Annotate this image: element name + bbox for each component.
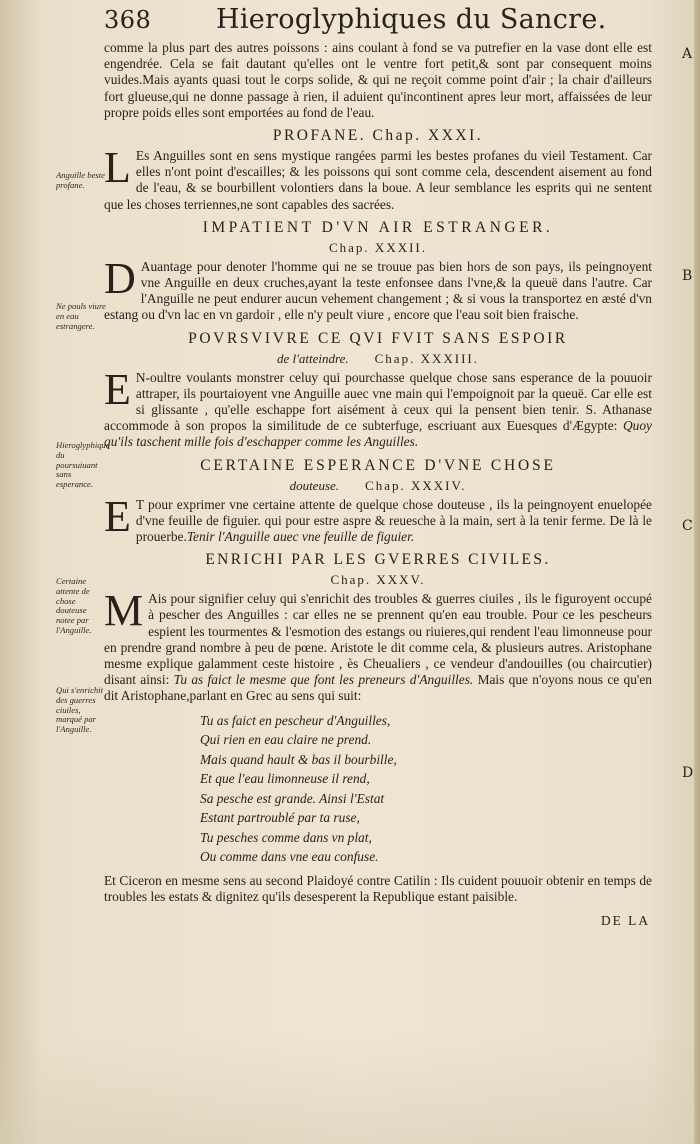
chapter-32-text: Auantage pour denoter l'homme qui ne se trouue pas bien hors de son pays, ils peingnoyent vne Anguille en deux cruches,ayant la teste enfonsee dans l'vne,& la queuë dans l'autre. Car l'Anguille ne peut endurer aucun vehement changement ; & si vous la transportez en æsté d'vn estang ou d'vn lac en vn gardoir , elle n'y peult viure , encore que l'eau soit bien fraische. [104,258,652,323]
margin-letter-b: B [682,268,693,284]
chapter-35-paragraph [104,586,652,704]
intro-paragraph: comme la plus part des autres poissons : ains coulant à fond se va putrefier en la vase dont elle est engendrée. Cela se fait dautant qu'elles ont le ventre fort petit,& sont par consequent moins vuides.Mais ayants quasi tout le corps solide, & qui ne reçoit comme point d'air ; la chair d'ailleurs fort glueuse,qui ne donne passage à rien, il aduient qu'incontinent apres leur mort, affaissées de leur propre poids elles sont emportées au fond de l'eau. [104,40,652,120]
chapter-35-text-after: Mais que n'oyons nous ce qu'en dit Aristophane,parlant en Grec au sens qui suit: [104,672,652,704]
chapter-32-paragraph [104,253,652,324]
chapter-33-subtitle [104,350,652,367]
verse-line: Estant partroublé par ta ruse, [200,810,360,826]
drop-cap: E [104,364,131,414]
closing-paragraph: Et Ciceron en mesme sens au second Plaidoyé contre Catilin : Ils cuident pouuoir obtenir en temps de troubles les estats & dignitez qu'ils desesperent la Republique estant paisible. [104,872,652,904]
chapter-33-text: N-oultre voulants monstrer celuy qui pourchasse quelque chose sans esperance de la pouuoir attraper, ils pourtaioyent vne Anguille auec vne main qui l'empoignoit par la queuë. Car elle est si glissante , qu'elle eschappe fort aisément à ceux qui la pensent bien tenir. S. Athanase accommode à son propos la similitude de ce subterfuge, escriuant aux Euesques d'Ægypte: [104,369,652,434]
margin-note-31: Anguille beste profane. [56,170,105,190]
chapter-35-quote: Tu as faict le mesme que font les preneurs d'Anguilles. [173,672,474,688]
verse-line: Qui rien en eau claire ne prend. [200,732,372,748]
verse-line: Et que l'eau limonneuse il rend, [200,771,370,787]
page-edge [694,0,700,1144]
verse-line: Tu pesches comme dans vn plat, [200,829,372,845]
verse-line: Mais quand hault & bas il bourbille, [200,751,397,767]
margin-note-34: Certaine attente de chose douteuse notee par l'Anguille. [56,576,92,635]
drop-cap: L [104,143,131,193]
drop-cap: M [104,586,144,636]
running-title: Hieroglyphiques du Sancre. [216,4,607,35]
chapter-34-paragraph [104,491,652,546]
margin-letter-c: C [682,518,693,534]
chapter-34-text: T pour exprimer vne certaine attente de quelque chose douteuse , ils la peingnoyent enuelopée d'vne feuille de figuier. qui pour estre aspre & reuesche à la main, sert à la tenir ferme. De là le prouerbe. [135,496,652,545]
chapter-34-subtitle-italic: douteuse. [289,477,340,493]
margin-note-35: Qui s'enrichit des guerres ciuiles, marqué par l'Anguille. [56,685,103,735]
margin-note-32: Ne pouls viure en eau estrangere. [56,301,106,331]
chapter-33-title: POVRSVIVRE CE QVI FVIT SANS ESPOIR [188,329,568,347]
chapter-35-title: ENRICHI PAR LES GVERRES CIVILES. [205,551,551,569]
drop-cap: D [104,253,136,303]
chapter-31-text: Es Anguilles sont en sens mystique rangées parmi les bestes profanes du vieil Testament. Car elles n'ont point d'escailles; & les poissons qui sont comme cela, descendent aisement au fond de l'eau, & se bourbillent volontiers dans la boue. A leur semblance les esprits qui ne sentent que les choses terriennes,ne sont capables des sacrées. [104,148,652,212]
chapter-33-quote: Quoy qu'ils taschent mille fois d'eschapper comme les Anguilles. [104,418,653,450]
chapter-33-subtitle-chap: Chap. XXXIII. [374,350,479,366]
chapter-32-subtitle: Chap. XXXII. [328,239,427,255]
chapter-35-text: Ais pour signifier celuy qui s'enrichit des troubles & guerres ciuiles , ils le figuroyent occupé à pescher des Anguilles : car elles ne se prennent qu'en eau trouble. Pour ce les pescheurs espient les tourmentes & l'esmotion des estangs ou riuieres,qui rendent l'eau limonneuse pour en prendre grand nombre à peu de pœne. Aristote le dit comme cela, & plusieurs autres. Aristophane mesme explique galamment ceste histoire , ès Cheualiers , ce vendeur d'andouilles (ou chaircutier) disant ainsi: [104,591,652,688]
chapter-31-title: PROFANE. Chap. XXXI. [272,127,484,145]
show-through-shading [0,1034,700,1144]
chapter-33-subtitle-italic: de l'atteindre. [277,350,349,366]
verse-block [200,711,652,867]
chapter-35-subtitle: Chap. XXXV. [330,572,426,588]
margin-note-33: Hieroglyphique du poursuiuant sans esperance. [56,440,110,490]
drop-cap: E [104,491,131,541]
verse-line: Sa pesche est grande. Ainsi l'Estat [200,790,385,806]
margin-letter-a: A [682,46,693,62]
chapter-34-title: CERTAINE ESPERANCE D'VNE CHOSE [200,456,556,474]
chapter-34-subtitle [104,477,652,494]
chapter-34-subtitle-chap: Chap. XXXIV. [365,477,467,493]
chapter-32-title: IMPATIENT D'VN AIR ESTRANGER. [202,218,554,236]
verse-line: Ou comme dans vne eau confuse. [200,849,379,865]
chapter-34-quote: Tenir l'Anguille auec vne feuille de figuier. [186,529,415,545]
chapter-33-paragraph [104,364,653,451]
page-number: 368 [104,6,152,34]
page-header [104,4,664,38]
chapter-31-paragraph [104,143,652,213]
verse-line: Tu as faict en pescheur d'Anguilles, [200,712,391,728]
margin-letter-d: D [682,765,694,781]
catchword: DE LA [600,913,650,929]
text-column [104,40,652,929]
